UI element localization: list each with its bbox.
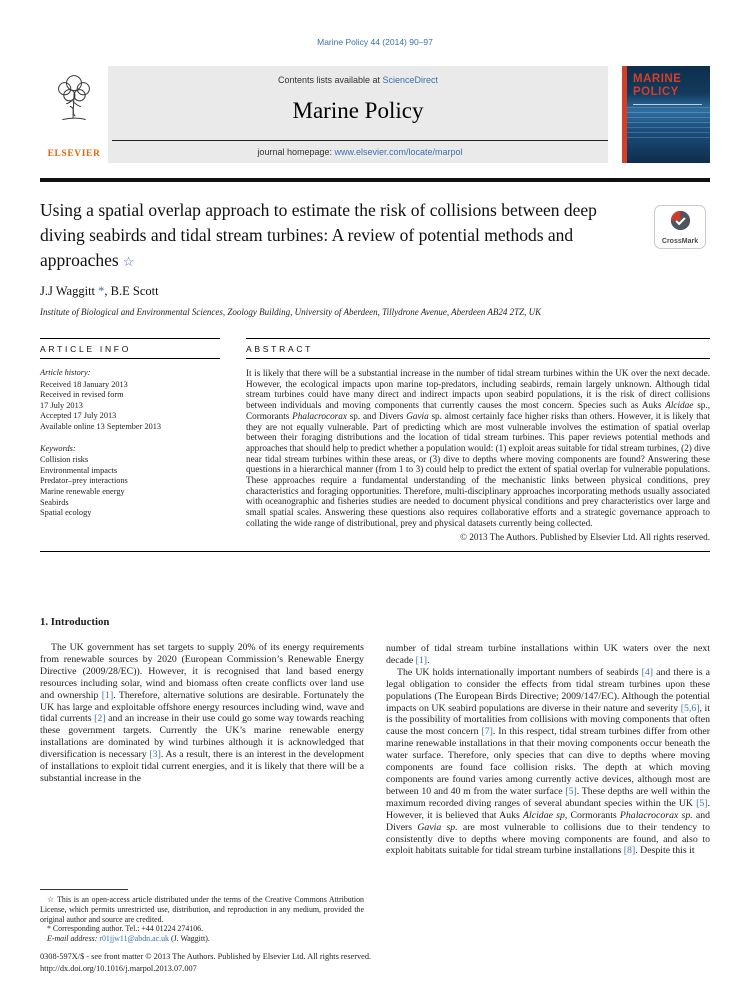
journal-cover-thumbnail (622, 66, 710, 163)
text-run: Alcidae (665, 400, 694, 411)
text-run: Gavia (406, 410, 429, 421)
text-run: . In this respect, tidal stream turbines differ from other marine renewable installations in that their moving components occur beneath the water surface. Therefore, only species that can dive to depths where moving components are found face collision risks. The depth at which moving components are found varies among currently active devices, although most are between 10 and 40 m from the water surface (386, 726, 710, 797)
abstract-column (246, 338, 710, 542)
text-run: Phalacrocorax sp. (619, 809, 693, 821)
text-run: . As a result, there is an interest in the development of installations to exploit tidal current energies, and it is likely that there will be a substantial increase in the (40, 749, 364, 784)
authors-line (40, 284, 159, 299)
keyword-item: Seabirds (40, 497, 69, 507)
text-run: sp. almost certainly face higher risks than others. However, it is likely that they are not equally vulnerable. Part of predicting which are most vulnerable involves the estimation of spatial overlap between their foraging distributions and the location of tidal stream turbines. This paper reviews potential methods and approaches that should help to predict whether a population would: (1) exploit areas suitable for tidal stream turbines, (2) dive near tidal stream turbines within these areas, or (3) dive to depths where moving components are found? Answering these questions in a hierarchical manner (from 1 to 3) could help to predict the extent of spatial overlap for vulnerable populations. These approaches require a fundamental understanding of the mechanistic links between physical conditions, prey characteristics and foraging opportunities. Therefore, multi-disciplinary approaches incorporating methods usually associated with oceanographic and fisheries studies are needed to document physical conditions and prey characteristics over large and small spatial scales. Answering these questions also requires collaborative efforts and a strategic governance approach to collating the wide range of distributional, prey and physical datasets currently being collected. (246, 410, 710, 528)
text-run: , it is the possibility of mortalities from collisions with moving components that often cause the most concern (386, 702, 710, 738)
homepage-link[interactable]: www.elsevier.com/locate/marpol (334, 147, 463, 157)
article-history-label: Article history: (40, 368, 91, 377)
text-run: The UK holds internationally important numbers of seabirds (397, 666, 642, 678)
text-run: . Therefore, alternative solutions are desirable. Fortunately the UK has large and exploitable offshore energy resources including wind, wave and tidal currents (40, 689, 365, 725)
article-history-item: Accepted 17 July 2013 (40, 411, 117, 421)
sciencedirect-link[interactable]: ScienceDirect (382, 75, 439, 85)
article-title (40, 198, 615, 274)
text-run: E-mail address: (47, 934, 100, 944)
text-run: (J. Waggitt). (168, 934, 210, 944)
crossmark-badge[interactable] (654, 205, 706, 249)
text-run: sp. and Divers (346, 410, 407, 421)
body-column-left (40, 614, 364, 944)
cover-title-line2: POLICY (633, 86, 679, 98)
intro-section-heading: 1. Introduction (40, 616, 110, 628)
citation-ref-5-6[interactable]: [5,6] (680, 702, 700, 714)
intro-paragraph-left (40, 642, 364, 785)
header-divider-rule (40, 178, 710, 182)
footnote-email (40, 934, 364, 944)
intro-paragraph-right-1 (386, 643, 710, 667)
journal-title: Marine Policy (292, 98, 424, 123)
info-abstract-section (40, 338, 710, 552)
journal-header-banner (40, 66, 710, 163)
keyword-item: Environmental impacts (40, 465, 118, 475)
article-info-content (40, 368, 220, 519)
body-column-right (386, 614, 710, 944)
text-run: . These depths are well within the maximum recorded diving ranges of several abundant species within the UK (386, 785, 710, 809)
footnotes-block (40, 889, 364, 944)
homepage-line (112, 140, 608, 163)
citation-ref-5[interactable]: [5] (696, 797, 708, 809)
article-title-text: Using a spatial overlap approach to estimate the risk of collisions between deep diving seabirds and tidal stream turbines: A review of potential methods and approaches (40, 200, 597, 270)
abstract-text (246, 368, 710, 529)
text-run: are most vulnerable to collisions due to their tendency to consistently dive to depths where moving components are found, and also to exploit habitats suitable for tidal stream turbine installations (386, 821, 710, 857)
title-footnote-mark[interactable]: ☆ (122, 254, 135, 269)
footer-doi-link[interactable]: http://dx.doi.org/10.1016/j.marpol.2013.07.007 (40, 963, 197, 973)
cover-journal-title (633, 73, 681, 99)
article-history-item: Received in revised form (40, 390, 124, 400)
article-history-item: Received 18 January 2013 (40, 379, 128, 389)
text-run: Phalacrocorax (292, 410, 347, 421)
elsevier-logo (40, 66, 108, 163)
text-run: Gavia sp. (417, 821, 458, 833)
footnote-open-access: ☆ This is an open-access article distributed under the terms of the Creative Commons Attribution License, which permits unrestricted use, distribution, and reproduction in any medium, provided the original author and source are credited. (40, 895, 364, 924)
cover-decoration-line (633, 104, 702, 105)
article-info-heading: ARTICLE INFO (40, 338, 220, 359)
header-center (112, 75, 604, 124)
keyword-item: Spatial ecology (40, 508, 92, 518)
keywords-label: Keywords: (40, 443, 76, 453)
text-run: , Cormorants (564, 809, 620, 821)
cover-sea-texture (627, 107, 710, 142)
cover-title-line1: MARINE (633, 73, 682, 85)
footer-issn-line: 0308-597X/$ - see front matter © 2013 The Authors. Published by Elsevier Ltd. All rights reserved. (40, 952, 372, 961)
intro-paragraph-right-2 (386, 667, 710, 858)
journal-ref-link[interactable]: Marine Policy 44 (2014) 90–97 (317, 37, 433, 47)
keyword-item: Collision risks (40, 455, 89, 465)
elsevier-wordmark: ELSEVIER (47, 149, 101, 159)
crossmark-icon (670, 218, 691, 235)
text-run: The UK government has set targets to supply 20% of its energy requirements from renewable sources by 2020 (European Commission’s Renewable Energy Directive (2009/28/EC)). However, it is recognised that land based energy resources including solar, wind and biomass often create conflicts over land use and ownership (40, 642, 364, 701)
text-run: and Divers (386, 809, 710, 833)
footnote-corresponding-author: * Corresponding author. Tel.: +44 01224 274106. (47, 924, 204, 934)
abstract-heading: ABSTRACT (246, 338, 710, 359)
contents-line-prefix: Contents lists available at (277, 75, 383, 85)
text-run: . However, it is believed that Auks (386, 797, 710, 821)
contents-line (112, 75, 604, 85)
text-run: . (427, 654, 430, 666)
page-footer (40, 951, 371, 974)
citation-ref-7[interactable]: [7] (481, 726, 493, 738)
body-text-area (40, 614, 710, 944)
text-run: and there is a legal obligation to consider the effects from tidal stream turbines upon these populations (The European Birds Directive; 2009/147/EC). Although the potential impacts on UK seabird populations are diverse in their nature and severity (386, 666, 710, 714)
text-run: sp., Cormorants (246, 400, 710, 421)
header-gray-panel (40, 66, 608, 163)
citation-ref-3[interactable]: [3] (149, 749, 161, 761)
text-run: and an increase in their use could go some way towards reaching these government targets. Currently the UK’s marine renewable energy installations are dominated by wind turbines although it is acknowledged that diversification is necessary (40, 713, 364, 761)
citation-ref-5[interactable]: [5] (565, 785, 577, 797)
homepage-prefix: journal homepage: (257, 147, 335, 157)
corresponding-author-mark[interactable]: * (98, 284, 105, 298)
affiliation: Institute of Biological and Environmental Sciences, Zoology Building, University of Aberdeen, Tillydrone Avenue, Aberdeen AB24 2TZ, UK (40, 307, 542, 317)
author-name: J.J Waggitt (40, 284, 99, 298)
citation-ref-1[interactable]: [1] (415, 654, 428, 666)
email-link[interactable]: r01jjw11@abdn.ac.uk (99, 934, 169, 944)
article-history-item: Available online 13 September 2013 (40, 421, 162, 431)
footnote-divider (40, 889, 128, 890)
article-history-item: 17 July 2013 (40, 400, 83, 410)
author-name: , B.E Scott (104, 284, 159, 298)
article-info-column (40, 338, 220, 542)
crossmark-label: CrossMark (661, 238, 699, 245)
citation-ref-1[interactable]: [1] (101, 689, 114, 701)
citation-ref-4[interactable]: [4] (641, 666, 654, 678)
citation-ref-2[interactable]: [2] (94, 713, 106, 725)
text-run: It is likely that there will be a substantial increase in the number of tidal stream turbines within the UK over the next decade. However, the ecological impacts upon marine top-predators, including seabirds, remain largely unknown. Although tidal stream turbines could have many direct and indirect impacts upon seabird populations, it is the risk of direct collisions between individuals and moving components that currently causes the most concern. Species such as Auks (246, 368, 710, 411)
abstract-copyright: © 2013 The Authors. Published by Elsevier Ltd. All rights reserved. (460, 531, 710, 542)
text-run: Alcidae sp (523, 809, 565, 821)
keyword-item: Predator–prey interactions (40, 476, 128, 486)
text-run: . Despite this it (635, 845, 695, 857)
keyword-item: Marine renewable energy (40, 486, 125, 496)
citation-ref-8[interactable]: [8] (623, 845, 636, 857)
text-run: number of tidal stream turbine installations within UK waters over the next decade (386, 643, 710, 666)
elsevier-tree-icon (53, 71, 95, 132)
